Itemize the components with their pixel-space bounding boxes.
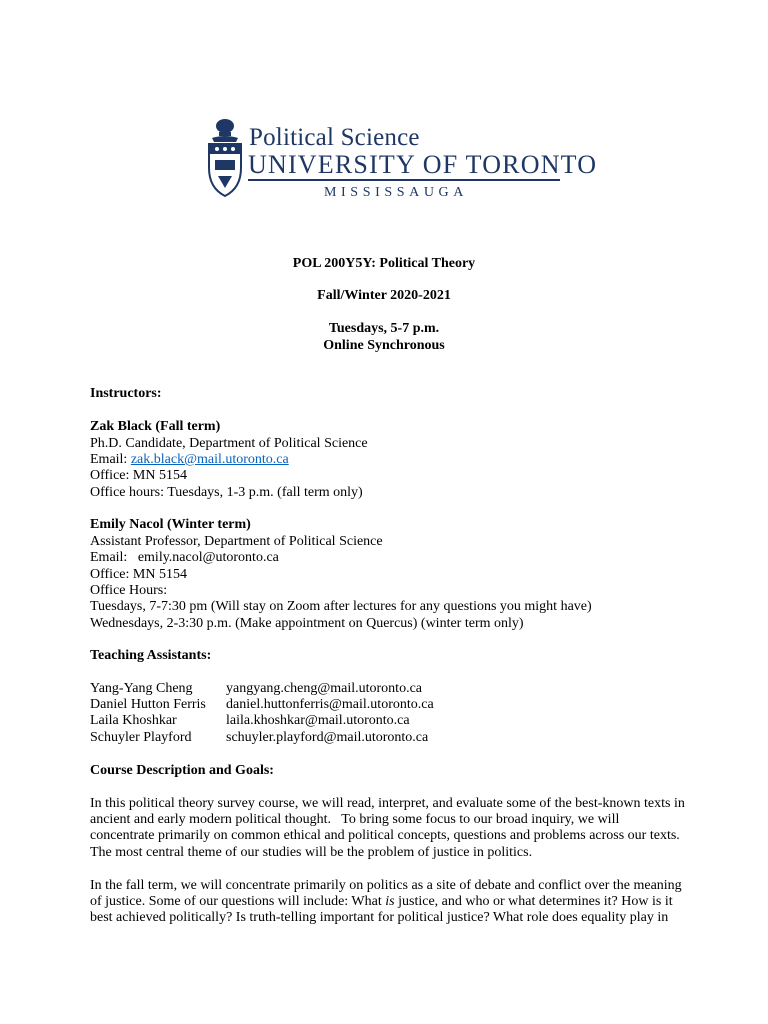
description-p2-text: of justice. Some of our questions will include: What	[90, 894, 386, 909]
description-heading: Course Description and Goals:	[90, 763, 274, 778]
instructor-email-row-zak	[90, 452, 289, 468]
logo-divider	[248, 179, 560, 181]
instructor-office-zak: Office: MN 5154	[90, 468, 187, 483]
ta-email: daniel.huttonferris@mail.utoronto.ca	[226, 697, 434, 712]
course-schedule: Tuesdays, 5-7 p.m.	[328, 321, 440, 336]
description-p2-text: justice, and who or what determines it? How is it	[394, 894, 673, 909]
description-p1-line: ancient and early modern political thought. To bring some focus to our broad inquiry, we will	[90, 812, 620, 827]
description-p2-emphasis: is	[385, 894, 395, 909]
course-format: Online Synchronous	[323, 338, 445, 353]
instructor-hours-line1-emily: Tuesdays, 7-7:30 pm (Will stay on Zoom after lectures for any questions you might have)	[90, 599, 592, 614]
instructor-email-emily: Email: emily.nacol@utoronto.ca	[90, 550, 279, 565]
instructor-name-emily: Emily Nacol (Winter term)	[90, 517, 251, 532]
description-p2-line: best achieved politically? Is truth-telling important for political justice? What role does equality play in	[90, 910, 669, 925]
instructor-title-zak: Ph.D. Candidate, Department of Political Science	[90, 436, 368, 451]
instructors-heading: Instructors:	[90, 386, 162, 401]
description-p1-line: In this political theory survey course, we will read, interpret, and evaluate some of the best-known texts in	[90, 796, 685, 811]
description-p1-line: The most central theme of our studies will be the problem of justice in politics.	[90, 845, 533, 860]
email-label: Email:	[90, 452, 131, 467]
ta-email: yangyang.cheng@mail.utoronto.ca	[226, 681, 422, 696]
instructor-hours-line2-emily: Wednesdays, 2-3:30 p.m. (Make appointment on Quercus) (winter term only)	[90, 616, 524, 631]
instructor-office-emily: Office: MN 5154	[90, 567, 187, 582]
logo-campus-text: MISSISSAUGA	[324, 185, 468, 200]
instructor-name-zak: Zak Black (Fall term)	[90, 419, 221, 434]
logo-university-text: UNIVERSITY OF TORONTO	[248, 150, 598, 179]
description-p2-line	[90, 894, 673, 910]
instructor-title-emily: Assistant Professor, Department of Political Science	[90, 534, 383, 549]
description-p2-line: In the fall term, we will concentrate primarily on politics as a site of debate and conflict over the meaning	[90, 878, 682, 893]
ta-name: Yang-Yang Cheng	[90, 681, 193, 696]
ta-name: Schuyler Playford	[90, 730, 192, 745]
instructor-hours-zak: Office hours: Tuesdays, 1-3 p.m. (fall term only)	[90, 485, 363, 500]
course-term: Fall/Winter 2020-2021	[317, 288, 451, 303]
logo-department-text: Political Science	[249, 124, 420, 151]
description-p1-line: concentrate primarily on common ethical and political concepts, questions and problems across our texts.	[90, 828, 680, 843]
instructor-hours-label-emily: Office Hours:	[90, 583, 168, 598]
crest-icon	[206, 116, 244, 200]
ta-email: laila.khoshkar@mail.utoronto.ca	[226, 713, 410, 728]
ta-name: Laila Khoshkar	[90, 713, 177, 728]
tas-heading: Teaching Assistants:	[90, 648, 212, 663]
university-logo	[204, 114, 598, 206]
course-title: POL 200Y5Y: Political Theory	[292, 256, 476, 271]
email-link-zak[interactable]: zak.black@mail.utoronto.ca	[130, 452, 289, 467]
ta-email: schuyler.playford@mail.utoronto.ca	[226, 730, 429, 745]
ta-name: Daniel Hutton Ferris	[90, 697, 206, 712]
